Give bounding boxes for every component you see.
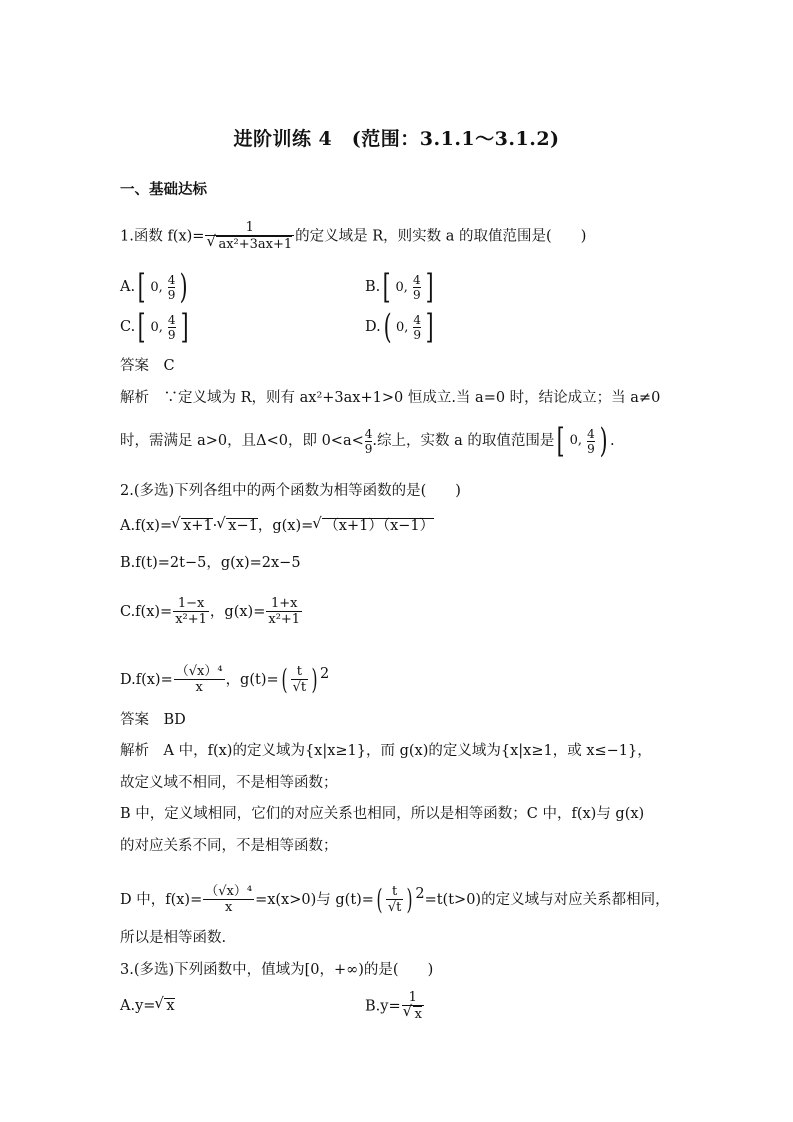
question-1-option-c: C. [ 0, 4 9 ] [120, 307, 189, 347]
question-2-option-b: B.f(t)=2t−5，g(x)=2x−5 [120, 555, 301, 571]
question-2-analysis-line-6: 所以是相等函数. [120, 930, 227, 946]
question-2-answer: 答案 BD [120, 712, 186, 728]
question-2-analysis-line-5: D 中，f(x)= $\frac{\text{（√x）⁴}}{x}$ =x(x>0)与 g(t)=( $\frac{t}{√t}$ ) 2=t(t>0)的定义域与对应关系都相同， [120, 883, 670, 916]
question-2-option-c: C.f(x)= $\frac{1-x}{\text{x²+1}}$ ，g(x)= $\frac{1+x}{\text{x²+1}}$ [120, 596, 301, 627]
question-2-option-a: A.f(x)=√ x+1·√ x−1，g(x)=√ （x+1）（x−1） [120, 516, 434, 536]
question-2-analysis-line-1: 解析 A 中，f(x)的定义域为{x|x≥1}，而 g(x)的定义域为{x|x≥1，或 x≤−1}， [120, 743, 652, 759]
question-2-analysis-line-3: B 中，定义域相同，它们的对应关系也相同，所以是相等函数；C 中，f(x)与 g(x) [120, 806, 645, 822]
question-1-stem: 1.函数 f(x)= 1 √ ax²+3ax+1 的定义域是 R，则实数 a 的取值范围是( ) [120, 220, 586, 253]
question-1-analysis-line-2: 时，需满足 a>0，且Δ<0，即 0<a< $\frac{4}{9}$ .综上，实数 a 的取值范围是 [ 0, 4 9 ) . [120, 421, 615, 461]
question-2-analysis-line-4: 的对应关系不同，不是相等函数； [120, 838, 338, 854]
page-title: 进阶训练 4 (范围：3.1.1～3.1.2) [233, 128, 560, 150]
question-3-option-a: A.y=√ x [120, 996, 175, 1016]
question-2-option-d: D.f(x)= $\frac{\text{（√x）⁴}}{x}$ ，g(t)=( $\frac{t}{√t}$ ) 2 [120, 663, 330, 696]
sqrt-symbol: √ ax²+3ax+1 [216, 236, 292, 252]
section-heading: 一、基础达标 [120, 181, 207, 198]
question-1-option-d: D. ( 0, 4 9 ] [365, 307, 434, 347]
question-3-stem: 3.(多选)下列函数中，值域为[0，+∞)的是( ) [120, 962, 434, 978]
fraction: 1 √ ax²+3ax+1 [205, 220, 294, 253]
question-1-option-b: B. [ 0, 4 9 ] [365, 267, 434, 307]
question-1-answer: 答案 C [120, 358, 175, 374]
question-1-option-a: A. [ 0, 4 9 ) [120, 267, 189, 307]
question-3-option-b: B.y= 1 √ x [365, 990, 425, 1023]
question-2-analysis-line-2: 故定义域不相同，不是相等函数； [120, 775, 338, 791]
question-1-analysis-line-1: 解析 ∵定义域为 R，则有 ax²+3ax+1>0 恒成立.当 a=0 时，结论成立；当 a≠0 [120, 390, 661, 406]
question-2-stem: 2.(多选)下列各组中的两个函数为相等函数的是( ) [120, 483, 461, 499]
